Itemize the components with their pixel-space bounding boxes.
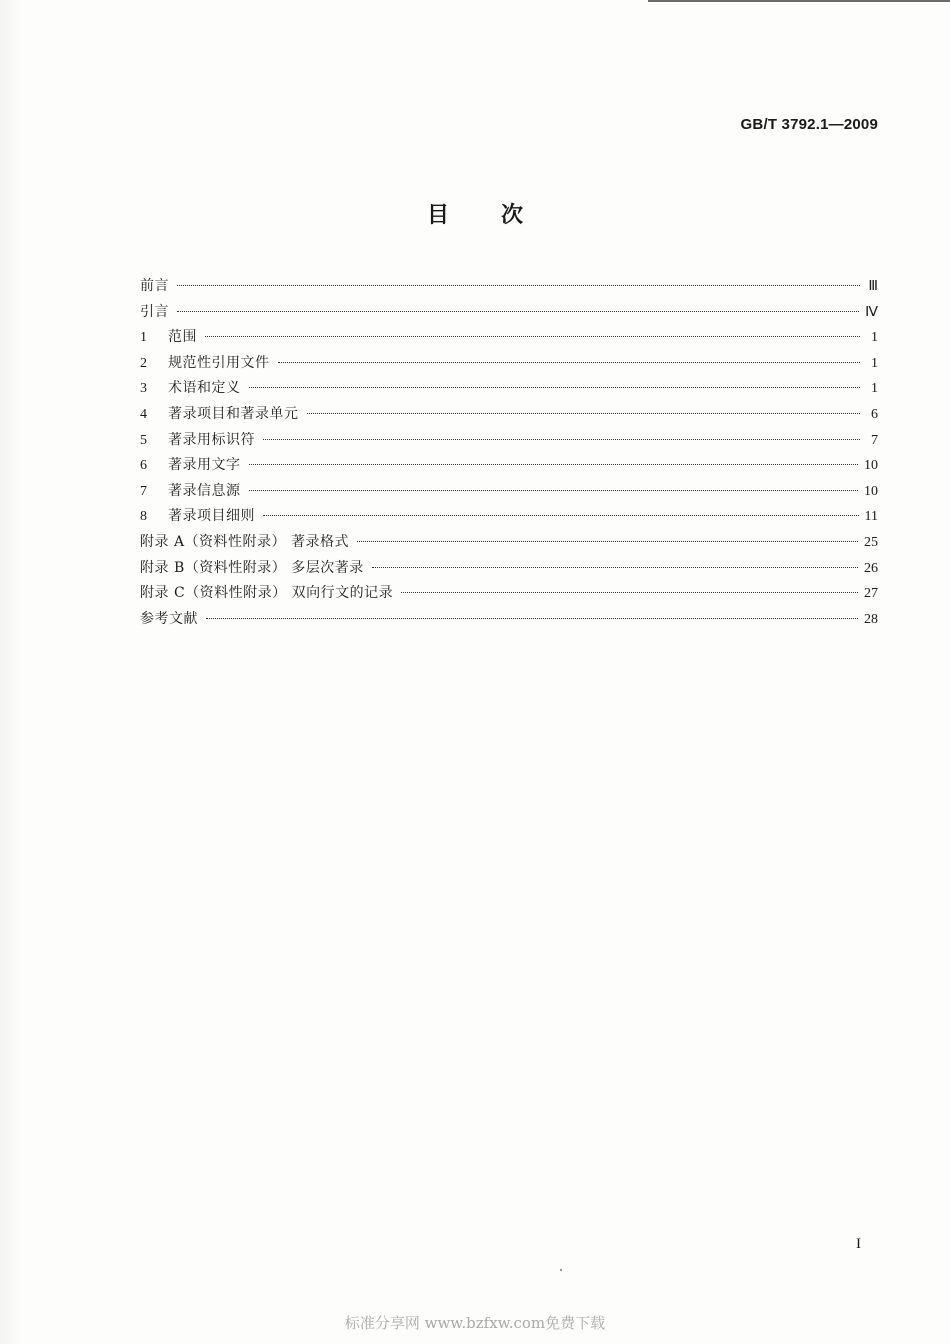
toc-entry-page: 28 [864,611,878,627]
toc-entry[interactable] [140,581,878,607]
toc-entry-label: 著录项目和著录单元 [168,405,299,422]
toc-entry[interactable] [140,607,878,633]
toc-title: 目次 [426,203,575,228]
toc-dot-leader [249,464,859,465]
toc-entry-page: 7 [871,432,878,448]
toc-entry[interactable] [140,453,878,479]
standard-number: GB/T 3792.1—2009 [740,116,878,133]
toc-entry-label: 著录项目细则 [168,508,255,525]
page-number: I [856,1236,861,1252]
toc-dot-leader [278,362,861,363]
toc-dot-leader [249,387,861,388]
toc-entry-page: Ⅲ [868,279,878,294]
toc-dot-leader [401,592,858,593]
toc-entry[interactable] [140,376,878,402]
toc-entry-page: 11 [864,509,878,525]
table-of-contents [140,274,878,632]
toc-entry[interactable] [140,325,878,351]
toc-entry[interactable] [140,274,878,300]
toc-dot-leader [177,285,860,286]
toc-dot-leader [263,515,859,516]
toc-entry[interactable] [140,300,878,326]
toc-dot-leader [249,490,859,491]
toc-dot-leader [263,439,860,440]
toc-entry-label: 著录用标识符 [168,431,255,448]
toc-entry-number: 4 [140,406,147,422]
toc-entry-number: 3 [140,381,147,397]
toc-entry[interactable] [140,530,878,556]
toc-entry-label: 著录用文字 [168,457,241,474]
toc-entry[interactable] [140,351,878,377]
toc-entry-page: 6 [871,406,878,422]
toc-entry[interactable] [140,556,878,582]
toc-entry-page: 1 [871,381,878,397]
toc-entry[interactable] [140,504,878,530]
toc-entry-label: 参考文献 [140,610,198,627]
toc-entry-number: 7 [140,483,147,499]
toc-entry-page: 10 [864,483,878,499]
toc-entry-label: 附录 A（资料性附录） 著录格式 [140,533,350,550]
toc-entry-label: 前言 [140,278,169,294]
toc-entry-label: 规范性引用文件 [168,354,270,371]
toc-entry[interactable] [140,402,878,428]
toc-entry-page: 10 [864,458,878,474]
watermark-text: 标准分享网 www.bzfxw.com免费下载 [344,1314,606,1332]
toc-entry-label: 引言 [140,303,169,320]
toc-entry-number: 1 [140,330,147,346]
toc-entry-page: 27 [864,586,878,602]
toc-entry-page: 26 [864,560,878,576]
toc-dot-leader [177,311,859,312]
toc-entry-label: 术语和定义 [168,380,241,397]
toc-entry-number: 6 [140,458,147,474]
toc-entry-label: 附录 C（资料性附录） 双向行文的记录 [140,585,394,602]
toc-entry-page: 25 [864,534,878,550]
toc-entry-page: 1 [871,330,878,346]
toc-dot-leader [206,618,858,619]
toc-entry-page: Ⅳ [865,304,878,320]
toc-entry-label: 范围 [168,329,197,346]
toc-entry-page: 1 [871,355,878,371]
toc-entry-number: 2 [140,355,147,371]
toc-entry[interactable] [140,479,878,505]
toc-dot-leader [307,413,861,414]
toc-entry[interactable] [140,428,878,454]
toc-dot-leader [372,567,858,568]
scan-speck [560,1269,562,1271]
toc-entry-number: 8 [140,509,147,525]
toc-dot-leader [205,336,860,337]
toc-entry-label: 附录 B（资料性附录） 多层次著录 [140,559,364,576]
toc-entry-label: 著录信息源 [168,482,241,499]
toc-entry-number: 5 [140,432,147,448]
toc-dot-leader [357,541,858,542]
top-edge-rule [648,0,950,2]
